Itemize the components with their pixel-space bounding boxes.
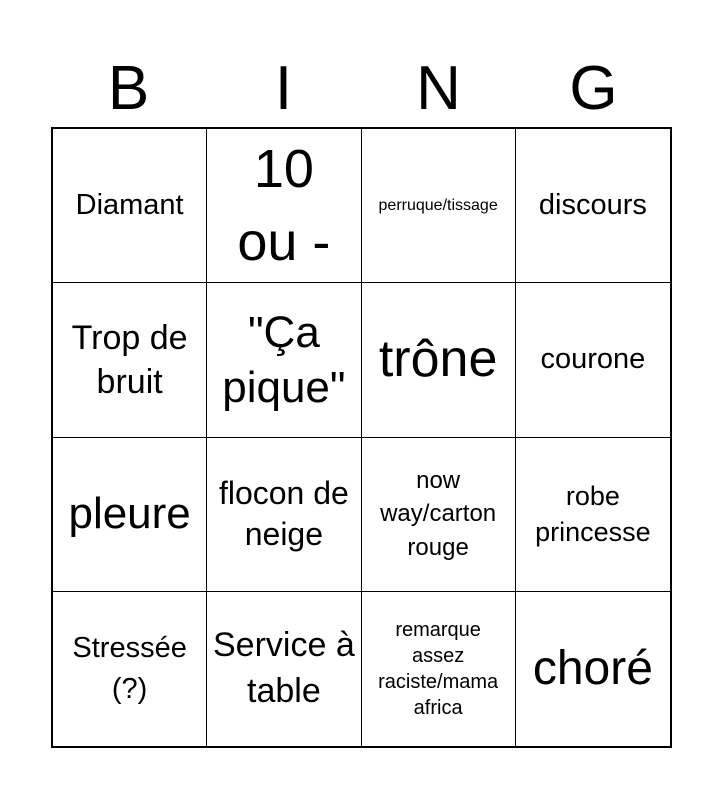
bingo-cell[interactable] [362,438,516,592]
header-letter-n: N [416,54,461,123]
cell-text: trône [378,329,498,388]
bingo-cell[interactable] [516,438,670,592]
cell-text: Diamant [75,189,184,222]
bingo-cell[interactable] [516,592,670,746]
cell-text: 10 ou - [237,138,331,272]
cell-text: perruque/tissage [378,197,498,215]
bingo-cell[interactable] [207,592,361,746]
cell-text: flocon de neige [218,474,349,553]
bingo-cell[interactable] [362,129,516,283]
bingo-cell[interactable] [207,283,361,437]
header-letter-b: B [107,54,150,123]
header-letter-i: I [274,54,293,123]
bingo-cell[interactable] [362,592,516,746]
bingo-cell[interactable] [53,283,207,437]
bingo-cell[interactable] [53,592,207,746]
bingo-header [51,50,671,128]
bingo-cell[interactable] [207,129,361,283]
cell-text: courone [540,343,646,376]
cell-text: Stressée (?) [72,632,187,705]
cell-text: Trop de bruit [71,318,188,401]
bingo-board [51,127,672,748]
bingo-cell[interactable] [362,283,516,437]
cell-text: discours [538,189,647,222]
cell-text: remarque assez raciste/mama africa [378,618,499,719]
bingo-cell[interactable] [53,129,207,283]
cell-text: "Ça pique" [222,307,346,412]
bingo-cell[interactable] [53,438,207,592]
bingo-cell[interactable] [516,283,670,437]
cell-text: now way/carton rouge [380,466,497,561]
bingo-cell[interactable] [207,438,361,592]
cell-text: Service à table [213,625,355,710]
cell-text: choré [532,642,653,696]
header-letter-g: G [569,54,618,123]
bingo-cell[interactable] [516,129,670,283]
cell-text: pleure [68,488,191,538]
cell-text: robe princesse [535,480,651,548]
